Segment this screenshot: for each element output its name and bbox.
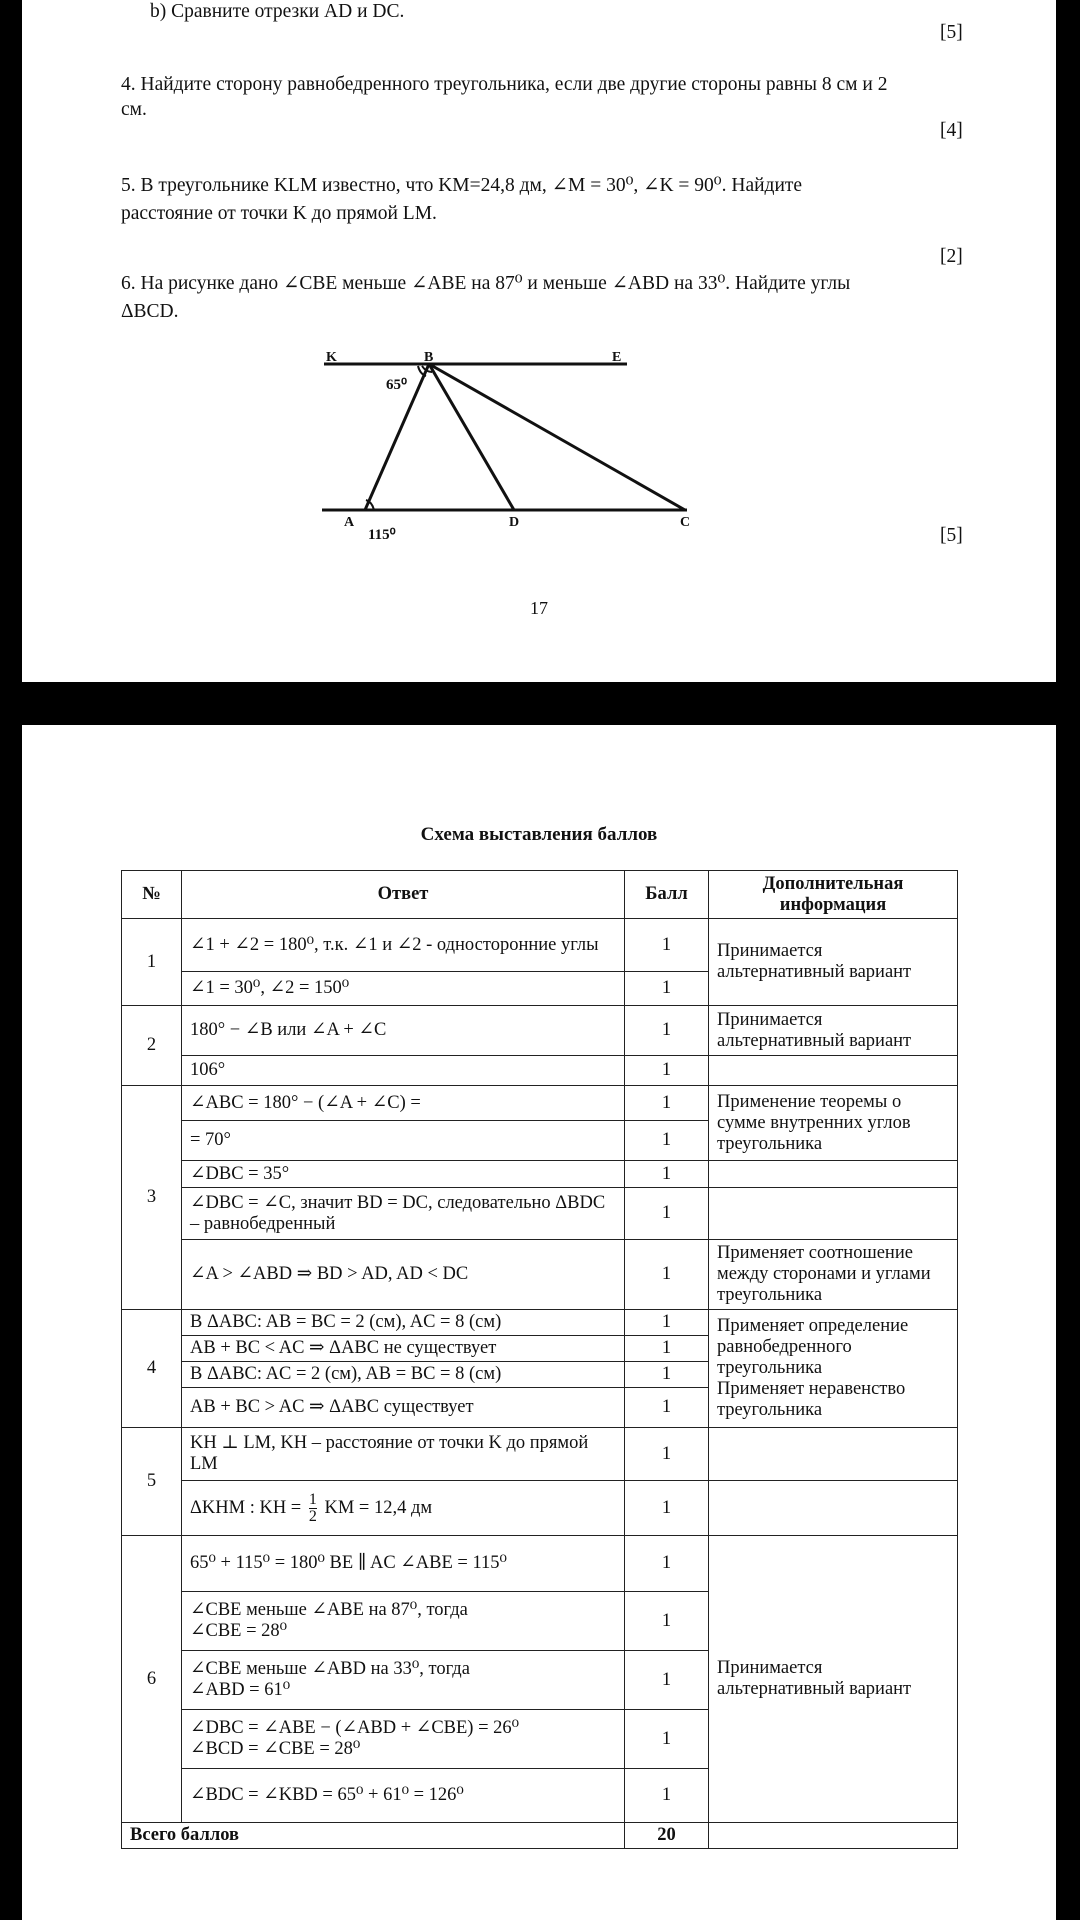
q5-fraction-denominator: 2 [308, 1507, 317, 1525]
q3-info-empty-4 [709, 1188, 958, 1240]
q6-answer-4-line1: ∠DBC = ∠ABE − (∠ABD + ∠CBE) = 26⁰ [190, 1718, 520, 1738]
question-3b-points: [5] [940, 22, 963, 43]
q3-info-5: Применяет соотношение между сторонами и углами треугольника [709, 1240, 958, 1310]
total-value: 20 [625, 1823, 709, 1849]
q4-points-4: 1 [625, 1388, 709, 1428]
q4-points-1: 1 [625, 1310, 709, 1336]
q3-answer-5: ∠A > ∠ABD ⇒ BD > AD, AD < DC [182, 1240, 625, 1310]
q6-answer-4 [182, 1710, 625, 1769]
q3-info-empty-3 [709, 1161, 958, 1188]
q3-answer-2: = 70° [182, 1121, 625, 1161]
label-K: K [326, 350, 337, 365]
q2-points-2: 1 [625, 1056, 709, 1086]
q2-answer-2: 106° [182, 1056, 625, 1086]
q2-info: Принимается альтернативный вариант [709, 1006, 958, 1056]
q3-answer-4: ∠DBC = ∠C, значит BD = DC, следовательно ΔBDC – равнобедренный [182, 1188, 625, 1240]
header-points: Балл [625, 871, 709, 919]
q4-points-2: 1 [625, 1336, 709, 1362]
q6-answer-5: ∠BDC = ∠KBD = 65⁰ + 61⁰ = 126⁰ [182, 1769, 625, 1823]
q6-answer-1: 65⁰ + 115⁰ = 180⁰ BE ∥ AC ∠ABE = 115⁰ [182, 1536, 625, 1592]
q5-answer-2-prefix: ΔKHM : KH = [190, 1497, 302, 1518]
q6-answer-2-line1: ∠CBE меньше ∠ABE на 87⁰, тогда [190, 1600, 468, 1620]
label-A: A [344, 515, 355, 530]
q3-points-4: 1 [625, 1188, 709, 1240]
header-info: Дополнительная информация [709, 871, 958, 919]
label-E: E [612, 350, 622, 365]
scoring-table [121, 870, 958, 1849]
q5-answer-2 [182, 1481, 625, 1536]
page-number: 17 [530, 598, 548, 618]
row-num-2: 2 [122, 1006, 182, 1086]
q4-answer-3: В ΔABC: AC = 2 (см), AB = BC = 8 (см) [182, 1362, 625, 1388]
q5-fraction [309, 1492, 317, 1525]
q5-points-1: 1 [625, 1428, 709, 1481]
question-3b: b) Сравните отрезки AD и DC. [150, 1, 405, 22]
q6-points-2: 1 [625, 1592, 709, 1651]
label-C: C [680, 515, 691, 530]
q5-fraction-numerator: 1 [308, 1490, 317, 1508]
q6-answer-3-line2: ∠ABD = 61⁰ [190, 1680, 291, 1700]
question-4-line1: 4. Найдите сторону равнобедренного треугольника, если две другие стороны равны 8 см и 2 [121, 74, 888, 95]
q6-points-3: 1 [625, 1651, 709, 1710]
question-6-points: [5] [940, 525, 963, 546]
exam-page-top [22, 0, 1056, 682]
q1-info: Принимается альтернативный вариант [709, 919, 958, 1006]
q6-answer-3-line1: ∠CBE меньше ∠ABD на 33⁰, тогда [190, 1659, 470, 1679]
q6-answer-4-line2: ∠BCD = ∠CBE = 28⁰ [190, 1739, 361, 1759]
q6-points-1: 1 [625, 1536, 709, 1592]
q3-answer-3: ∠DBC = 35° [182, 1161, 625, 1188]
header-answer: Ответ [182, 871, 625, 919]
q5-points-2: 1 [625, 1481, 709, 1536]
question-5-line2: расстояние от точки K до прямой LM. [121, 203, 437, 224]
q5-answer-1: KH ⊥ LM, KH – расстояние от точки K до прямой LM [182, 1428, 625, 1481]
row-num-5: 5 [122, 1428, 182, 1536]
q4-answer-2: AB + BC < AC ⇒ ΔABC не существует [182, 1336, 625, 1362]
q4-points-3: 1 [625, 1362, 709, 1388]
q2-points-1: 1 [625, 1006, 709, 1056]
segment-BC [429, 364, 685, 510]
header-num: № [122, 871, 182, 919]
q4-info-2: Применяет неравенство треугольника [717, 1379, 906, 1420]
q6-answer-2-line2: ∠CBE = 28⁰ [190, 1621, 288, 1641]
q1-answer-1: ∠1 + ∠2 = 180⁰, т.к. ∠1 и ∠2 - односторонние углы [182, 919, 625, 972]
q3-points-3: 1 [625, 1161, 709, 1188]
q6-points-4: 1 [625, 1710, 709, 1769]
page-title: Схема выставления баллов [420, 824, 658, 845]
q1-points-2: 1 [625, 972, 709, 1006]
q2-info-empty [709, 1056, 958, 1086]
q6-points-5: 1 [625, 1769, 709, 1823]
q4-info-1: Применяет определение равнобедренного треугольника [717, 1316, 909, 1378]
segment-BD [429, 364, 514, 510]
q3-points-5: 1 [625, 1240, 709, 1310]
q6-answer-2 [182, 1592, 625, 1651]
q1-answer-2: ∠1 = 30⁰, ∠2 = 150⁰ [182, 972, 625, 1006]
q4-info [709, 1310, 958, 1428]
q3-points-1: 1 [625, 1086, 709, 1121]
q5-answer-2-suffix: KM = 12,4 дм [324, 1497, 433, 1518]
total-label: Всего баллов [122, 1823, 625, 1849]
row-num-1: 1 [122, 919, 182, 1006]
q4-answer-1: В ΔABC: AB = BC = 2 (см), AC = 8 (см) [182, 1310, 625, 1336]
row-num-4: 4 [122, 1310, 182, 1428]
q6-info: Принимается альтернативный вариант [709, 1536, 958, 1823]
question-6-line2: ΔBCD. [121, 301, 179, 322]
row-num-3: 3 [122, 1086, 182, 1310]
geometry-figure [22, 0, 1056, 682]
question-6-line1: 6. На рисунке дано ∠CBE меньше ∠ABE на 87⁰ и меньше ∠ABD на 33⁰. Найдите углы [121, 273, 851, 294]
q5-info-empty-2 [709, 1481, 958, 1536]
question-4-line2: см. [121, 99, 147, 120]
question-5-line1: 5. В треугольнике KLM известно, что KM=24,8 дм, ∠M = 30⁰, ∠K = 90⁰. Найдите [121, 175, 803, 196]
label-B: B [424, 350, 434, 365]
row-num-6: 6 [122, 1536, 182, 1823]
q1-points-1: 1 [625, 919, 709, 972]
label-D: D [509, 515, 520, 530]
angle-115-label: 115⁰ [368, 527, 396, 543]
exam-page-bottom [22, 725, 1056, 1920]
q4-answer-4: AB + BC > AC ⇒ ΔABC существует [182, 1388, 625, 1428]
q3-info-1: Применение теоремы о сумме внутренних углов треугольника [709, 1086, 958, 1161]
total-info-empty [709, 1823, 958, 1849]
q2-answer-1: 180° − ∠B или ∠A + ∠C [182, 1006, 625, 1056]
q3-points-2: 1 [625, 1121, 709, 1161]
question-4-points: [4] [940, 120, 963, 141]
q3-answer-1: ∠ABC = 180° − (∠A + ∠C) = [182, 1086, 625, 1121]
q5-info-empty-1 [709, 1428, 958, 1481]
question-5-points: [2] [940, 246, 963, 267]
angle-65-label: 65⁰ [386, 377, 408, 393]
q6-answer-3 [182, 1651, 625, 1710]
